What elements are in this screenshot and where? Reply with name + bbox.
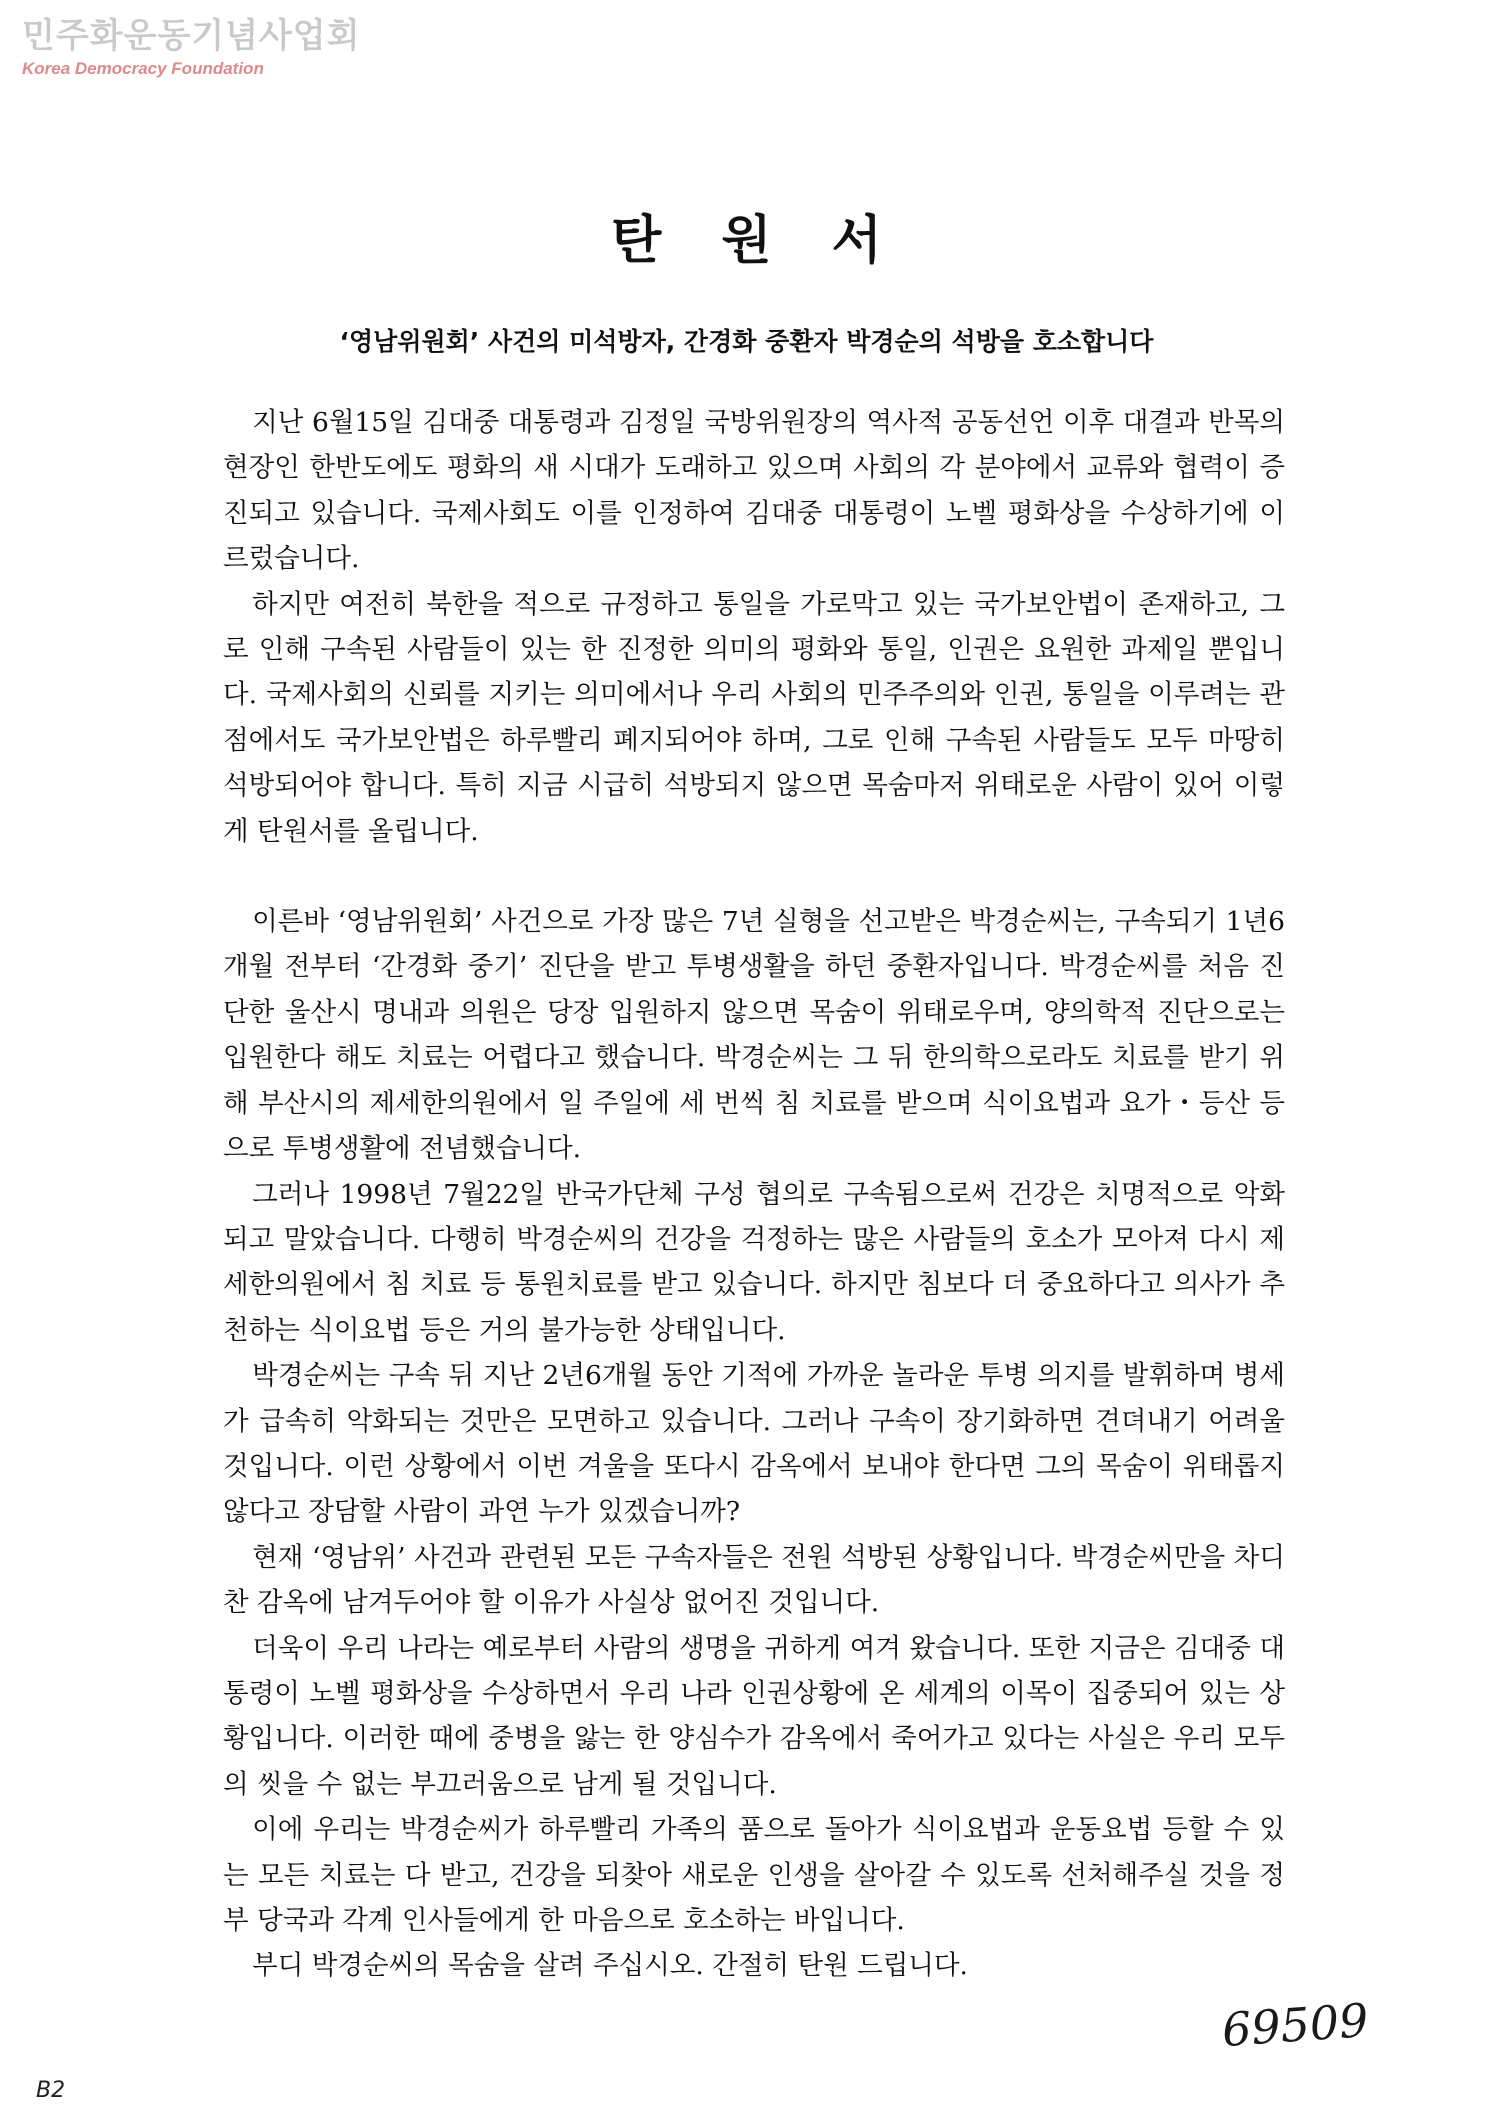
document-title: 탄원서 — [611, 211, 942, 271]
paragraph-8: 이에 우리는 박경순씨가 하루빨리 가족의 품으로 돌아가 식이요법과 운동요법 등할 수 있는 모든 치료는 다 받고, 건강을 되찾아 새로운 인생을 살아갈 수 있도록 선처해주실 것을 정부 당국과 각계 인사들에게 한 마음으로 호소하는 바입니다. — [223, 1814, 1285, 1936]
paragraph-7: 더욱이 우리 나라는 예로부터 사람의 생명을 귀하게 여겨 왔습니다. 또한 지금은 김대중 대통령이 노벨 평화상을 수상하면서 우리 나라 인권상황에 온 세계의 이목이 집중되어 있는 상황입니다. 이러한 때에 중병을 앓는 한 양심수가 감옥에서 죽어가고 있다는 사실은 우리 모두의 씻을 수 없는 부끄러움으로 남게 될 것입니다. — [223, 1632, 1285, 1800]
handwritten-archive-number: 69509 — [1220, 1992, 1371, 2058]
paragraph-5: 박경순씨는 구속 뒤 지난 2년6개월 동안 기적에 가까운 놀라운 투병 의지를 발휘하며 병세가 급속히 악화되는 것만은 모면하고 있습니다. 그러나 구속이 장기화하면 견뎌내기 어려울 것입니다. 이런 상황에서 이번 겨울을 또다시 감옥에서 보내야 한다면 그의 목숨이 위태롭지 않다고 장담할 사람이 과연 누가 있겠습니까? — [223, 1360, 1285, 1528]
paragraph-2: 하지만 여전히 북한을 적으로 규정하고 통일을 가로막고 있는 국가보안법이 존재하고, 그로 인해 구속된 사람들이 있는 한 진정한 의미의 평화와 통일, 인권은 요원한 과제일 뿐입니다. 국제사회의 신뢰를 지키는 의미에서나 우리 사회의 민주주의와 인권, 통일을 이루려는 관점에서도 국가보안법은 하루빨리 폐지되어야 하며, 그로 인해 구속된 사람들도 모두 마땅히 석방되어야 합니다. 특히 지금 시급히 석방되지 않으면 목숨마저 위태로운 사람이 있어 이렇게 탄원서를 올립니다. — [223, 588, 1285, 847]
watermark-korean: 민주화운동기념사업회 — [22, 16, 361, 56]
paragraph-9: 부디 박경순씨의 목숨을 살려 주십시오. 간절히 탄원 드립니다. — [252, 1950, 968, 1982]
paragraph-gap — [223, 854, 1285, 899]
document-subtitle: ‘영남위원회’ 사건의 미석방자, 간경화 중환자 박경순의 석방을 호소합니다 — [339, 327, 1154, 356]
paragraph-3: 이른바 ‘영남위원회’ 사건으로 가장 많은 7년 실형을 선고받은 박경순씨는, 구속되기 1년6개월 전부터 ‘간경화 중기’ 진단을 받고 투병생활을 하던 중환자입니다. 박경순씨를 처음 진단한 울산시 명내과 의원은 당장 입원하지 않으면 목숨이 위태로우며, 양의학적 진단으로는 입원한다 해도 치료는 어렵다고 했습니다. 박경순씨는 그 뒤 한의학으로라도 치료를 받기 위해 부산시의 제세한의원에서 일 주일에 세 번씩 침 치료를 받으며 식이요법과 요가・등산 등으로 투병생활에 전념했습니다. — [223, 906, 1285, 1165]
paragraph-6: 현재 ‘영남위’ 사건과 관련된 모든 구속자들은 전원 석방된 상황입니다. 박경순씨만을 차디찬 감옥에 남겨두어야 할 이유가 사실상 없어진 것입니다. — [223, 1541, 1285, 1619]
paragraph-1: 지난 6월15일 김대중 대통령과 김정일 국방위원장의 역사적 공동선언 이후 대결과 반목의 현장인 한반도에도 평화의 새 시대가 도래하고 있으며 사회의 각 분야에서 교류와 협력이 증진되고 있습니다. 국제사회도 이를 인정하여 김대중 대통령이 노벨 평화상을 수상하기에 이르렀습니다. — [223, 407, 1285, 575]
foundation-watermark — [22, 16, 360, 80]
handwritten-page-mark: B2 — [36, 2078, 66, 2103]
watermark-english: Korea Democracy Foundation — [22, 59, 264, 78]
document-body — [223, 400, 1285, 1989]
paragraph-4: 그러나 1998년 7월22일 반국가단체 구성 협의로 구속됨으로써 건강은 치명적으로 악화되고 말았습니다. 다행히 박경순씨의 건강을 걱정하는 많은 사람들의 호소가 모아져 다시 제세한의원에서 침 치료 등 통원치료를 받고 있습니다. 하지만 침보다 더 중요하다고 의사가 추천하는 식이요법 등은 거의 불가능한 상태입니다. — [223, 1178, 1285, 1346]
